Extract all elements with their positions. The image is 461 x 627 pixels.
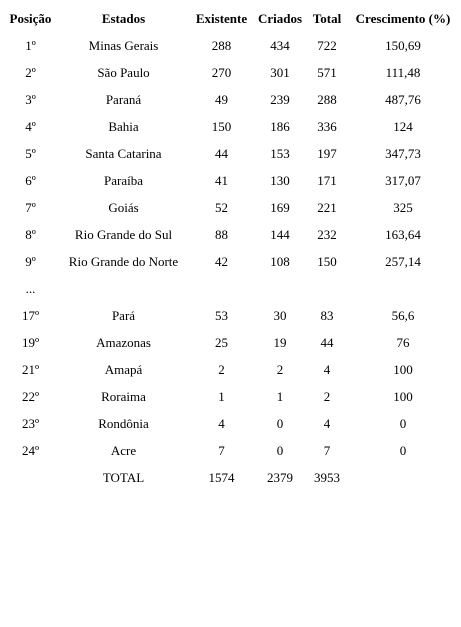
totals-row <box>3 464 458 491</box>
empty-cell <box>3 464 58 491</box>
cell-existente: 288 <box>211 37 232 53</box>
empty-cell <box>189 275 254 302</box>
cell-criados: 239 <box>270 91 290 107</box>
table-body <box>3 32 458 491</box>
cell-estado: Roraima <box>101 388 146 404</box>
cell-criados: 186 <box>270 118 290 134</box>
cell-criados: 0 <box>276 415 284 431</box>
cell-total: 7 <box>323 442 331 458</box>
cell-criados: 434 <box>270 37 290 53</box>
cell-crescimento: 100 <box>393 361 413 377</box>
table-row <box>3 59 458 86</box>
empty-cell <box>58 275 189 302</box>
cell-existente: 52 <box>215 199 228 215</box>
cell-existente: 44 <box>215 145 228 161</box>
cell-estado: São Paulo <box>97 64 150 80</box>
header-existente: Existente <box>195 10 248 26</box>
cell-total: 571 <box>317 64 337 80</box>
table-header <box>3 5 458 32</box>
table-row <box>3 113 458 140</box>
table-row <box>3 437 458 464</box>
empty-cell <box>348 275 458 302</box>
header-crescimento: Crescimento (%) <box>355 10 451 26</box>
table-row <box>3 221 458 248</box>
cell-criados: 30 <box>273 307 287 323</box>
cell-posicao: 8º <box>25 226 36 242</box>
table-row <box>3 32 458 59</box>
header-posicao: Posição <box>9 10 52 26</box>
cell-criados: 1 <box>276 388 284 404</box>
cell-crescimento: 257,14 <box>385 253 421 269</box>
cell-crescimento: 124 <box>393 118 413 134</box>
cell-crescimento: 0 <box>399 442 407 458</box>
header-estados: Estados <box>101 10 146 26</box>
cell-total: 722 <box>317 37 337 53</box>
cell-existente: 42 <box>215 253 228 269</box>
cell-posicao: 5º <box>25 145 36 161</box>
cell-existente: 270 <box>211 64 232 80</box>
table-row <box>3 86 458 113</box>
table-row <box>3 356 458 383</box>
cell-existente: 88 <box>215 226 228 242</box>
cell-existente: 4 <box>218 415 225 431</box>
cell-criados: 153 <box>270 145 290 161</box>
cell-crescimento: 317,07 <box>385 172 421 188</box>
cell-posicao: 9º <box>25 253 36 269</box>
cell-crescimento: 56,6 <box>391 307 415 323</box>
cell-total: 197 <box>317 145 337 161</box>
cell-criados: 108 <box>270 253 290 269</box>
cell-crescimento: 0 <box>399 415 407 431</box>
cell-existente: 25 <box>215 334 228 350</box>
cell-existente: 1 <box>218 388 225 404</box>
cell-posicao: 3º <box>25 91 36 107</box>
cell-crescimento: 111,48 <box>385 64 421 80</box>
cell-total: 336 <box>317 118 337 134</box>
cell-posicao: 7º <box>25 199 36 215</box>
cell-total: 2 <box>323 388 331 404</box>
cell-crescimento: 487,76 <box>385 91 421 107</box>
ellipsis-row <box>3 275 458 302</box>
cell-estado: Acre <box>110 442 137 458</box>
cell-total: 150 <box>317 253 337 269</box>
totals-criados: 2379 <box>267 469 293 485</box>
header-criados: Criados <box>257 10 303 26</box>
cell-estado: Rio Grande do Norte <box>68 253 179 269</box>
table-row <box>3 248 458 275</box>
cell-posicao: 24º <box>21 442 40 458</box>
table-row <box>3 167 458 194</box>
cell-crescimento: 150,69 <box>385 37 421 53</box>
cell-estado: Paraná <box>105 91 142 107</box>
totals-total: 3953 <box>314 469 340 485</box>
cell-total: 83 <box>320 307 334 323</box>
cell-existente: 150 <box>211 118 232 134</box>
cell-total: 288 <box>317 91 337 107</box>
cell-existente: 41 <box>215 172 228 188</box>
table-row <box>3 329 458 356</box>
header-row <box>3 5 458 32</box>
states-growth-table <box>3 5 458 491</box>
cell-estado: Rio Grande do Sul <box>74 226 173 242</box>
cell-posicao: 4º <box>25 118 36 134</box>
table-row <box>3 140 458 167</box>
table-row <box>3 410 458 437</box>
totals-label: TOTAL <box>102 469 145 485</box>
cell-posicao: 2º <box>25 64 36 80</box>
cell-posicao: 6º <box>25 172 36 188</box>
cell-criados: 0 <box>276 442 284 458</box>
table-row <box>3 383 458 410</box>
cell-posicao: 17º <box>21 307 40 323</box>
cell-crescimento: 347,73 <box>385 145 421 161</box>
cell-posicao: 23º <box>21 415 40 431</box>
table-row <box>3 302 458 329</box>
cell-crescimento: 100 <box>393 388 413 404</box>
cell-total: 4 <box>323 415 331 431</box>
cell-crescimento: 76 <box>396 334 410 350</box>
cell-crescimento: 163,64 <box>385 226 421 242</box>
cell-estado: Amapá <box>104 361 143 377</box>
cell-estado: Pará <box>111 307 136 323</box>
cell-criados: 130 <box>270 172 290 188</box>
empty-cell <box>254 275 306 302</box>
cell-estado: Santa Catarina <box>85 145 162 161</box>
cell-estado: Amazonas <box>96 334 151 350</box>
header-total: Total <box>312 10 342 26</box>
cell-criados: 144 <box>270 226 290 242</box>
cell-posicao: 1º <box>25 37 36 53</box>
cell-existente: 7 <box>218 442 225 458</box>
cell-criados: 19 <box>273 334 287 350</box>
cell-posicao: 19º <box>21 334 40 350</box>
empty-cell <box>348 464 458 491</box>
cell-estado: Rondônia <box>98 415 149 431</box>
cell-criados: 301 <box>270 64 290 80</box>
cell-posicao: 21º <box>21 361 40 377</box>
cell-crescimento: 325 <box>393 199 413 215</box>
empty-cell <box>306 275 348 302</box>
cell-existente: 49 <box>215 91 228 107</box>
cell-criados: 2 <box>276 361 284 377</box>
cell-estado: Goiás <box>108 199 139 215</box>
cell-estado: Minas Gerais <box>88 37 159 53</box>
cell-total: 232 <box>317 226 337 242</box>
cell-estado: Paraíba <box>104 172 143 188</box>
cell-total: 44 <box>320 334 334 350</box>
cell-existente: 2 <box>218 361 225 377</box>
table-row <box>3 194 458 221</box>
cell-total: 4 <box>323 361 331 377</box>
cell-total: 221 <box>317 199 337 215</box>
cell-estado: Bahia <box>108 118 139 134</box>
cell-criados: 169 <box>270 199 290 215</box>
cell-existente: 53 <box>215 307 228 323</box>
totals-existente: 1574 <box>208 469 235 485</box>
cell-total: 171 <box>317 172 337 188</box>
cell-posicao: 22º <box>21 388 40 404</box>
ellipsis-marker: ... <box>25 280 36 296</box>
